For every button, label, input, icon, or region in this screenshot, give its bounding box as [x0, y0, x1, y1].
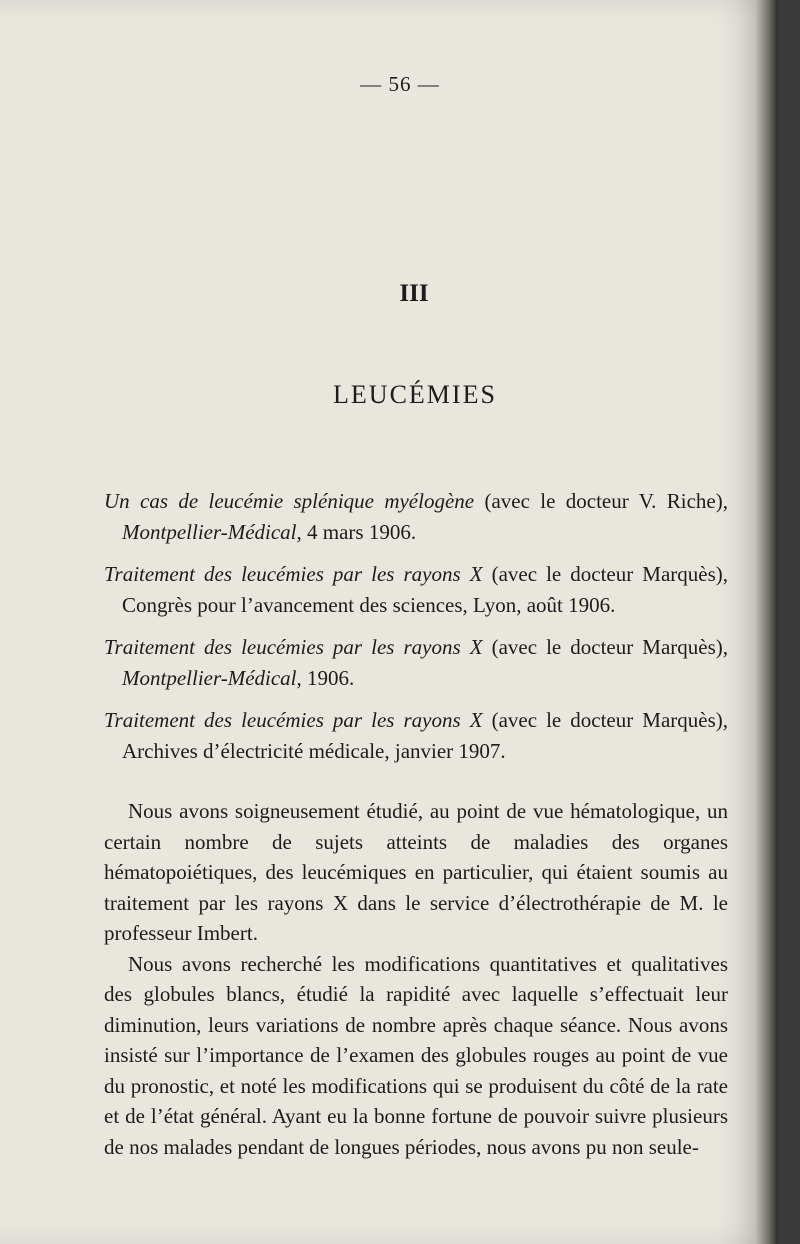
- body-paragraph: Nous avons soigneusement étudié, au point de vue hématologique, un certain nombre de sujets atteints de maladies des organes hématopoiétiques, des leucémiques en particulier, qui étaient soumis au traitement par les rayons X dans le service d’électrothérapie de M. le professeur Imbert.: [104, 799, 728, 945]
- reference-details: (avec le docteur Marquès), Archives d’électricité médicale, janvier 1907.: [122, 708, 728, 763]
- reference-entry: [104, 486, 728, 547]
- reference-title: Un cas de leucémie splénique myélogène: [104, 489, 475, 513]
- reference-journal: Montpellier-Médical: [122, 665, 297, 690]
- body-paragraph: Nous avons recherché les modifications quantitatives et qualitatives des globules blancs, étudié la rapidité avec laquelle s’effectuait leur diminution, leurs variations de nombre après chaque séance. Nous avons insisté sur l’importance de l’examen des globules rouges au point de vue du pronostic, et noté les modifications qui se produisent du côté de la rate et de l’état général. Ayant eu la bonne fortune de pouvoir suivre plusieurs de nos malades pendant de longues périodes, nous avons pu non seule-: [104, 951, 728, 1159]
- part-number: III: [399, 280, 429, 307]
- reference-journal: Montpellier-Médical: [122, 519, 297, 544]
- reference-title: Traitement des leucémies par les rayons X: [104, 635, 483, 659]
- reference-entry: [104, 559, 728, 620]
- page-body: [104, 486, 728, 1162]
- reference-details: (avec le docteur V. Riche),: [474, 489, 728, 513]
- page-number: — 56 —: [360, 72, 440, 96]
- reference-title: Traitement des leucémies par les rayons X: [104, 708, 483, 732]
- page-edge-shadow: [756, 0, 778, 1244]
- reference-date: , 1906.: [296, 665, 355, 690]
- section-gap: [104, 778, 728, 796]
- reference-entry: [104, 632, 728, 693]
- reference-details: (avec le docteur Marquès), Congrès pour l’avancement des sciences, Lyon, août 1906.: [122, 562, 728, 617]
- reference-details: (avec le docteur Marquès),: [482, 635, 728, 659]
- reference-entry: [104, 705, 728, 766]
- reference-date: , 4 mars 1906.: [296, 519, 417, 544]
- chapter-title: LEUCÉMIES: [333, 380, 497, 409]
- reference-title: Traitement des leucémies par les rayons X: [104, 562, 483, 586]
